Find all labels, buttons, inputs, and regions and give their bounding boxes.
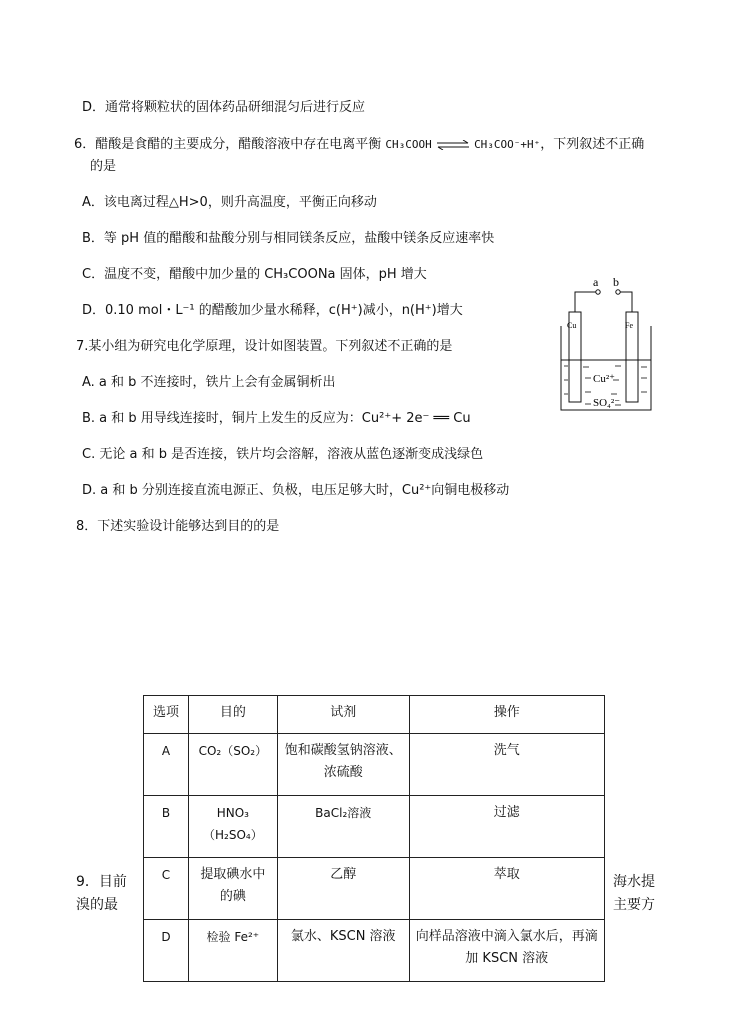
q6-stem-a: 6．醋酸是食醋的主要成分，醋酸溶液中存在电离平衡	[74, 137, 382, 152]
row-option: C	[144, 858, 189, 920]
table-row	[144, 734, 605, 796]
q7-option-d: D. a 和 b 分别连接直流电源正、负极，电压足够大时，Cu²⁺向铜电极移动	[82, 483, 510, 498]
row-reagent: BaCl₂溶液	[277, 796, 409, 858]
q8-stem: 8．下述实验设计能够达到目的的是	[76, 519, 280, 534]
header-operation: 操作	[409, 696, 604, 734]
row-reagent: 饱和碳酸氢钠溶液、浓硫酸	[277, 734, 409, 796]
q7-option-a: A. a 和 b 不连接时，铁片上会有金属铜析出	[82, 375, 336, 390]
fe-label: Fe	[625, 321, 633, 330]
table-header-row	[144, 696, 605, 734]
equilibrium-arrow-icon	[436, 140, 470, 150]
row-purpose: 检验 Fe²⁺	[189, 920, 278, 982]
q6-eq-left: CH₃COOH	[385, 138, 432, 151]
q6-option-d: D．0.10 mol・L⁻¹ 的醋酸加少量水稀释，c(H⁺)减小，n(H⁺)增大	[82, 303, 463, 318]
q6-stem-b: ，下列叙述不正确	[540, 137, 645, 152]
row-operation: 向样品溶液中滴入氯水后，再滴加 KSCN 溶液	[409, 920, 604, 982]
row-purpose: 提取碘水中的碘	[189, 858, 278, 920]
q6-stem-line1	[74, 136, 644, 154]
row-reagent: 氯水、KSCN 溶液	[277, 920, 409, 982]
q9-right-1: 海水提	[613, 874, 655, 890]
electrochem-cell-diagram	[555, 274, 655, 414]
row-operation: 萃取	[409, 858, 604, 920]
table-row	[144, 796, 605, 858]
table-row	[144, 858, 605, 920]
row-purpose: HNO₃（H₂SO₄）	[189, 796, 278, 858]
cu-label: Cu	[567, 321, 577, 330]
q7-option-c: C. 无论 a 和 b 是否连接，铁片均会溶解，溶液从蓝色逐渐变成浅绿色	[82, 447, 484, 462]
header-reagent: 试剂	[277, 696, 409, 734]
q9-left-1: 9．目前	[76, 874, 127, 890]
q6-eq-right: CH₃COO⁻+H⁺	[474, 138, 541, 151]
q5-option-d: D．通常将颗粒状的固体药品研细混匀后进行反应	[82, 100, 366, 115]
row-operation: 洗气	[409, 734, 604, 796]
row-purpose: CO₂（SO₂）	[189, 734, 278, 796]
q9-right-2: 主要方	[613, 897, 655, 913]
ion-cu2plus: Cu²⁺	[593, 373, 615, 385]
q7-stem: 7.某小组为研究电化学原理，设计如图装置。下列叙述不正确的是	[76, 339, 453, 354]
row-option: D	[144, 920, 189, 982]
terminal-a-label: a	[593, 275, 599, 289]
header-option: 选项	[144, 696, 189, 734]
row-option: B	[144, 796, 189, 858]
q6-option-c: C．温度不变，醋酸中加少量的 CH₃COONa 固体，pH 增大	[82, 267, 427, 282]
ion-so42minus: SO₄²⁻	[593, 397, 621, 409]
row-option: A	[144, 734, 189, 796]
q7-option-b: B. a 和 b 用导线连接时，铜片上发生的反应为：Cu²⁺+ 2e⁻ ══ Cu	[82, 411, 471, 426]
q6-option-a: A．该电离过程△H>0，则升高温度，平衡正向移动	[82, 195, 377, 210]
terminal-b-label: b	[613, 275, 619, 289]
experiment-table	[143, 695, 605, 982]
row-operation: 过滤	[409, 796, 604, 858]
q6-stem-line2: 的是	[90, 159, 117, 174]
terminal-a-icon	[596, 290, 600, 294]
header-purpose: 目的	[189, 696, 278, 734]
row-reagent: 乙醇	[277, 858, 409, 920]
q6-option-b: B．等 pH 值的醋酸和盐酸分别与相同镁条反应，盐酸中镁条反应速率快	[82, 231, 495, 246]
table-row	[144, 920, 605, 982]
terminal-b-icon	[616, 290, 620, 294]
q9-left-2: 溴的最	[76, 897, 118, 913]
